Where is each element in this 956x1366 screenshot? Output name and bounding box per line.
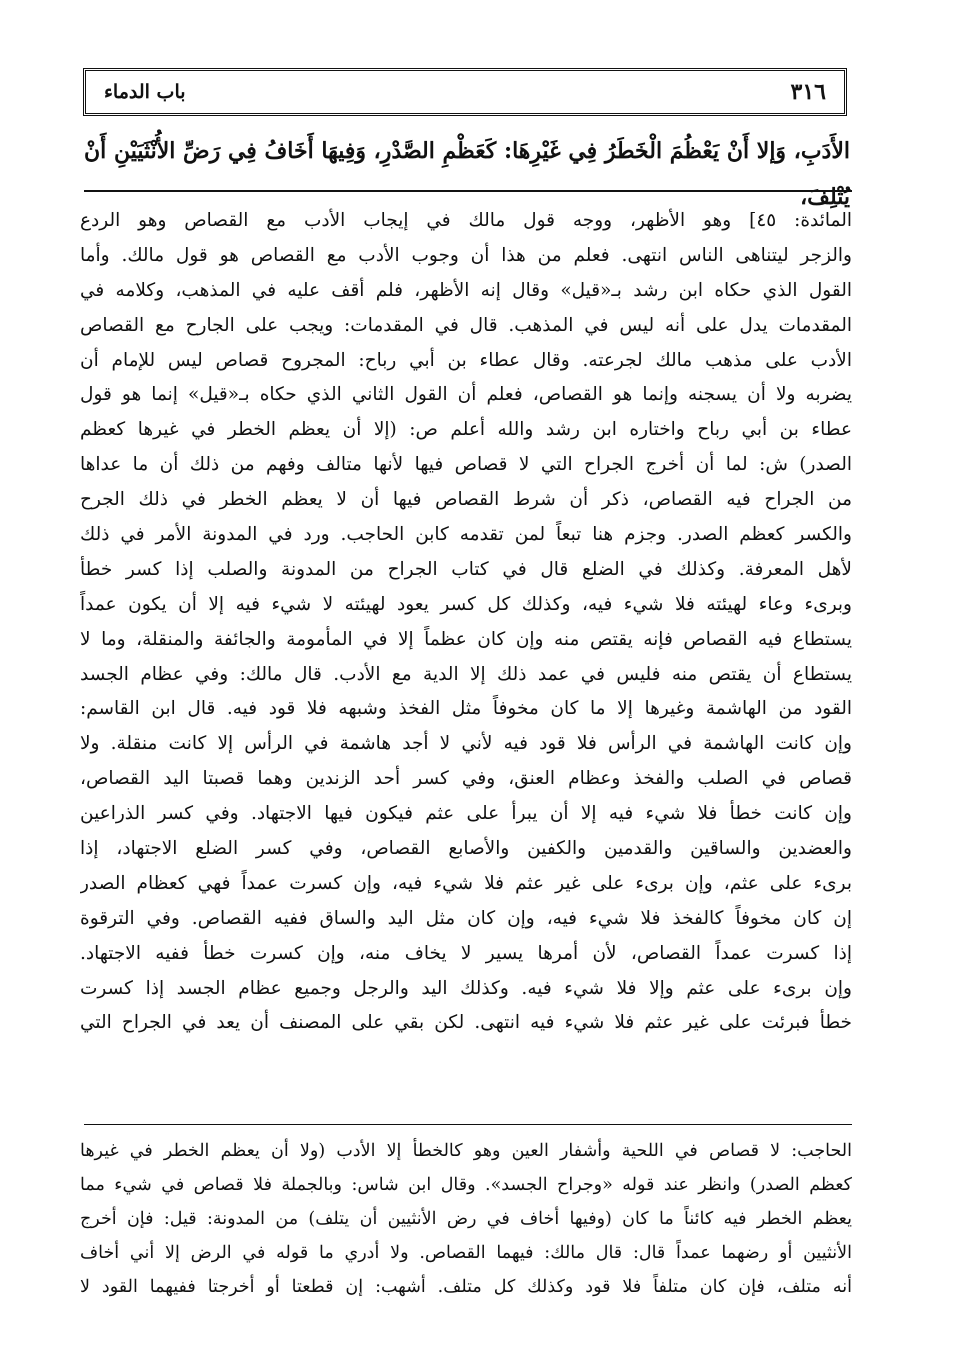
footnote-line: أنه متلف، فإن كان متلفاً فلا قود وكذلك كل متلف. أشهب: إن قطعتا أو أخرجتا ففيهما القود لا (80, 1277, 852, 1297)
commentary-line: القود من الهاشمة وغيرها إلا ما كان مخوفاً مثل الفخذ وشبهه فلا قود فيه. قال ابن القاسم: (80, 698, 852, 720)
commentary-line: والعضدين والساقين والقدمين والكفين والأصابع القصاص، وفي كسر الضلع الاجتهاد، إذا (80, 838, 852, 860)
commentary-line: عطاء بن أبي رباح واختاره ابن رشد والله أعلم ص: (إلا أن يعظم الخطر في غيرها كعظم (80, 419, 852, 441)
commentary-line: وإن كانت الهاشمة في الرأس فلا قود فيه لأني لا أجد هاشمة في الرأس إلا كانت منقلة. ولا (80, 733, 852, 755)
footnote-line: كعظم الصدر) وانظر عند قوله «وجراح الجسد». وقال ابن شاس: وبالجملة فلا قصاص في شيء مما (80, 1175, 852, 1195)
page-number: ٣١٦ (790, 79, 826, 105)
commentary-line: وإن كانت خطأ فلا شيء فيه إلا أن يبرأ على عثم فيكون فيها الاجتهاد. وفي كسر الذراعين (80, 803, 852, 825)
commentary-line: المائدة: ٤٥] وهو الأظهر، ووجه قول مالك في إيجاب الأدب مع القصاص وهو الردع (80, 210, 852, 231)
commentary-line: لأهل المعرفة. وكذلك في الضلع قال في كتاب الجراح من المدونة والصلب إذا كسر خطأ (80, 558, 852, 580)
commentary-line: برىء على عثم، وإن برىء على غير عثم فلا شيء فيه، وإن كسرت عمداً فهي كعظام الصدر (80, 872, 852, 894)
commentary-line: إذا كسرت عمداً القصاص، لأن أمرها يسير لا يخاف منه، وإن كسرت خطأ ففيه الاجتهاد. (80, 942, 852, 964)
footnote-line: يعظم الخطر فيه كائناً ما كان (وفيها أخاف في رض الأنثيين أن يتلف) من المدونة: قيل: فإن أخرج (80, 1209, 852, 1229)
footnote-divider (84, 1124, 852, 1125)
commentary-line: وبرىء وعاء لهيئته فلا شيء فيه، وكذلك كل كسر يعود لهيئته لا شيء فيه إلا أن يكون عمداً (80, 593, 852, 615)
commentary-line: والكسر كعظم الصدر. وجزم هنا تبعاً لمن تقدمه كابن الحاجب. ورد في المدونة الأمر في ذلك (80, 524, 852, 546)
commentary-line: المقدمات يدل على أنه ليس في المذهب. قال في المقدمات: ويجب على الجارح مع القصاص (80, 314, 852, 336)
chapter-title: باب الدماء (104, 81, 186, 103)
commentary-line: الأدب على مذهب مالك لجرعته. وقال عطاء بن أبي رباح: المجروح قصاص ليس للإمام أن (80, 349, 852, 371)
commentary-line: يستطاع فيه القصاص فإنه يقتص منه وإن كان عظماً إلا في المأمومة والجائفة والمنقلة، وما لا (80, 628, 852, 650)
footnote-line: الأنثيين أو رضهما عمداً قال: قال مالك: فيهما القصاص. ولا أدري ما قوله في الرض إلا أني أخاف (80, 1243, 852, 1263)
commentary-line: القول الذي حكاه ابن رشد بـ«قيل» وقال إنه الأظهر، فلم أقف عليه في المذهب، وكلامه في (80, 279, 852, 301)
main-text-divider (84, 190, 852, 192)
commentary-line: الصدر) ش: لما أن أخرج الجراح التي لا قصاص فيها لأنها متالف وفهم من ذلك أن ما عداها (80, 454, 852, 476)
commentary-line: وإن برىء على عثم وإلا فلا شيء فيه. وكذلك اليد والرجل وجميع عظام الجسد إذا كسرت (80, 977, 852, 999)
commentary-line: قصاص في الصلب والفخذ وعظام العنق، وفي كسر أحد الزندين وهما قصبتا اليد القصاص، (80, 768, 852, 790)
commentary-line: يضربه ولا أن يسجنه وإنما هو القصاص، فعلم أن القول الثاني الذي حكاه بـ«قيل» إنما هو قول (80, 384, 852, 406)
commentary-line: من الجراح فيه القصاص، ذكر أن شرط القصاص فيها أن لا يعظم الخطر في ذلك الجرح (80, 489, 852, 511)
commentary-line: خطأ فبرئت على غير عثم فلا شيء فيه انتهى. لكن بقي على المصنف أن يعد في الجراح التي (80, 1012, 852, 1034)
footnote-line: الحاجب: لا قصاص في اللحية وأشفار العين وهو كالخطأ إلا الأدب (ولا أن يعظم الخطر في غيرها (80, 1141, 852, 1161)
commentary-line: والزجر ليتناهى الناس انتهى. فعلم من هذا أن وجوب الأدب مع القصاص هو قول مالك. وأما (80, 244, 852, 266)
commentary-line: يستطاع أن يقتص منه فليس في عمد ذلك إلا الدية مع الأدب. قال مالك: وفي عظام الجسد (80, 663, 852, 685)
main-text: الأَدَبِ، وَإلا أَنْ يَعْظُمَ الْخَطَرُ فِي غَيْرِهَا: كَعَظْمِ الصَّدْرِ، وَفِيهَا أَخَافُ فِي رَضِّ الأُنْثَيَيْنِ أَنْ يُتْلِفَ، (84, 138, 850, 210)
commentary (80, 204, 852, 1041)
footnotes (80, 1134, 852, 1304)
page-header (83, 68, 847, 116)
commentary-line: إن كان مخوفاً كالفخذ فلا شيء فيه، وإن كان مثل اليد والساق ففيه القصاص. وفي الترقوة (80, 907, 852, 929)
